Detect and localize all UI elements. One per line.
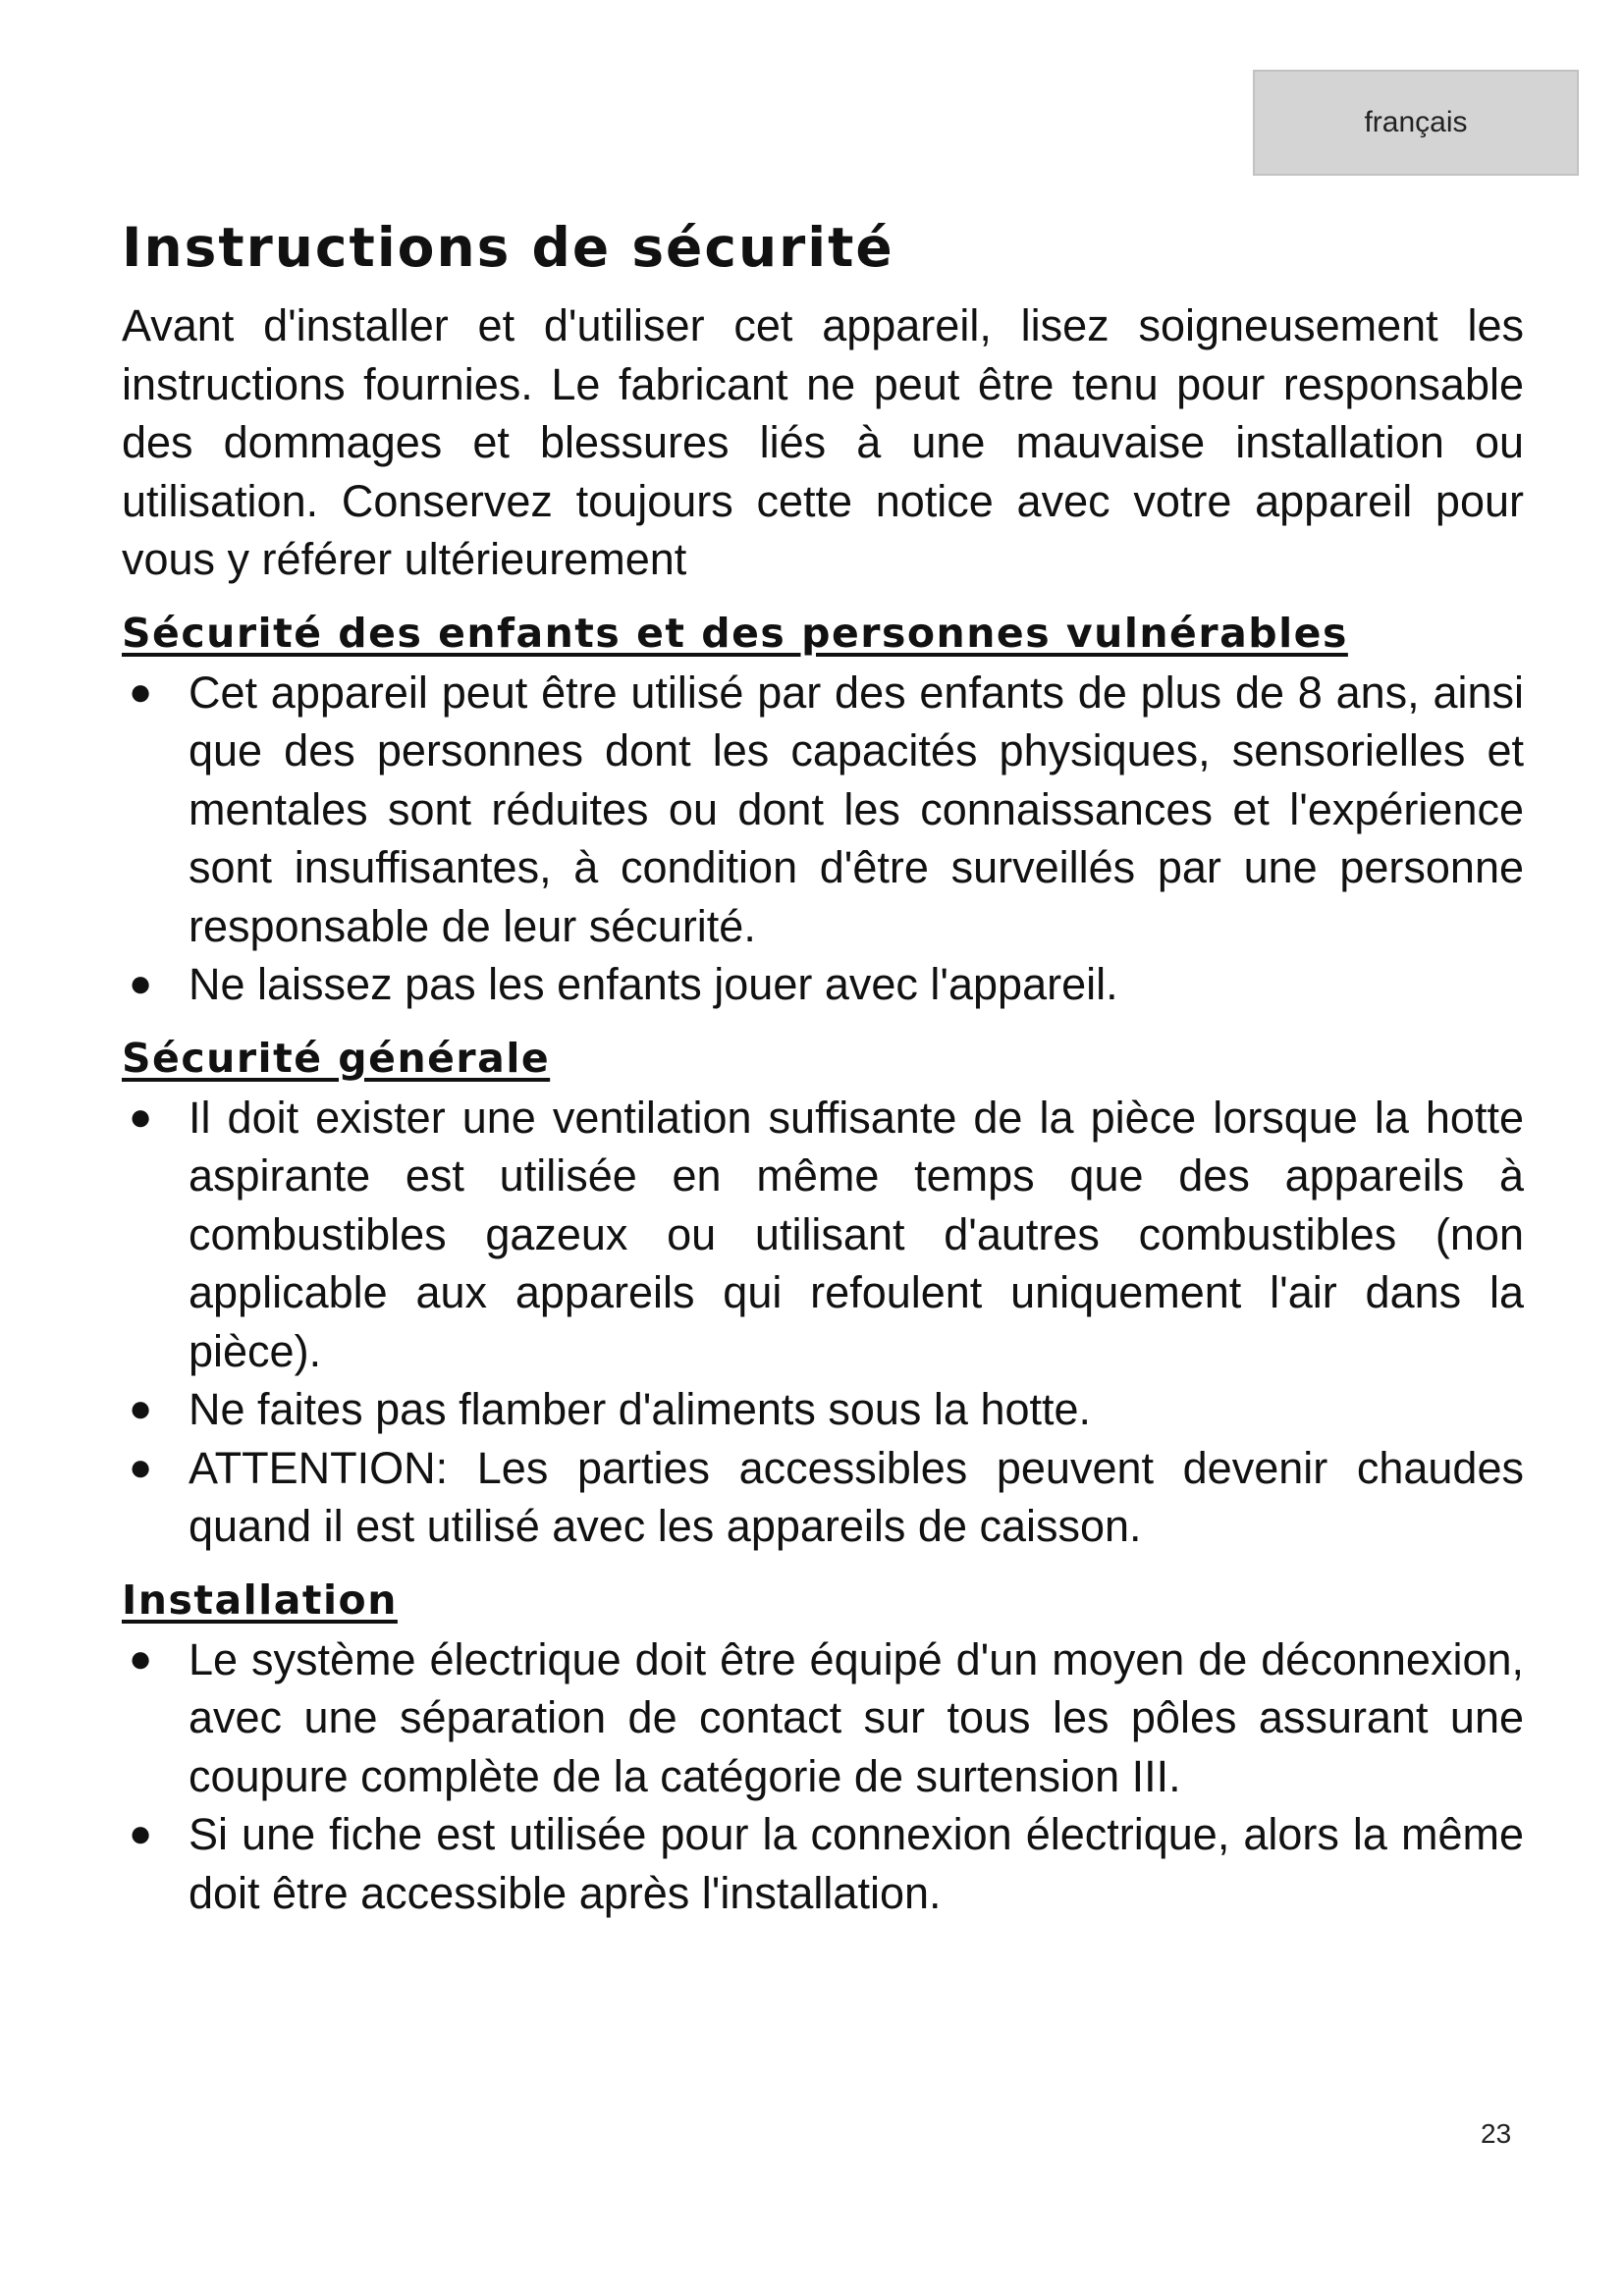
list-item-text: ATTENTION: Les parties accessibles peuvent devenir chaudes quand il est utilisé avec les appareils de caisson. — [189, 1442, 1524, 1551]
bullet-icon: ● — [129, 1636, 153, 1681]
bullet-icon: ● — [129, 962, 153, 1005]
list-item — [122, 1380, 1534, 1439]
intro-paragraph: Avant d'installer et d'utiliser cet appareil, lisez soigneusement les instructions fournies. Le fabricant ne peut être tenu pour responsable des dommages et blessures liés à une mauvaise installation ou utilisation. Conservez toujours cette notice avec votre appareil pour vous y référer ultérieurement — [122, 300, 1524, 584]
child-safety-list — [122, 664, 1534, 1014]
language-tab: français — [1253, 70, 1579, 176]
list-item — [122, 1630, 1534, 1806]
bullet-icon: ● — [129, 1095, 153, 1139]
list-item — [122, 1439, 1534, 1556]
list-item-text: Cet appareil peut être utilisé par des enfants de plus de 8 ans, ainsi que des personnes dont les capacités physiques, sensorielles et mentales sont réduites ou dont les connaissances et l'expérience sont insuffisantes, à condition d'être surveillés par une personne responsable de leur sécurité. — [189, 667, 1524, 951]
page-title: Instructions de sécurité — [122, 216, 894, 279]
list-item-text: Le système électrique doit être équipé d'un moyen de déconnexion, avec une séparation de contact sur tous les pôles assurant une coupure complète de la catégorie de surtension III. — [189, 1633, 1524, 1801]
bullet-icon: ● — [129, 1445, 153, 1489]
installation-list — [122, 1630, 1534, 1923]
bullet-icon: ● — [129, 1812, 153, 1855]
list-item-text: Ne faites pas flamber d'aliments sous la hotte. — [189, 1384, 1092, 1434]
list-item — [122, 955, 1534, 1014]
bullet-icon: ● — [129, 669, 153, 714]
list-item — [122, 1805, 1534, 1922]
list-item — [122, 664, 1534, 956]
section-heading-child-safety: Sécurité des enfants et des personnes vulnérables — [122, 609, 1348, 657]
page-content — [122, 216, 1534, 1936]
list-item — [122, 1089, 1534, 1381]
section-heading-general-safety: Sécurité générale — [122, 1034, 551, 1082]
page-number: 23 — [1481, 2118, 1512, 2149]
list-item-text: Si une fiche est utilisée pour la connexion électrique, alors la même doit être accessible après l'installation. — [189, 1809, 1524, 1918]
general-safety-list — [122, 1089, 1534, 1556]
bullet-icon: ● — [129, 1387, 153, 1430]
list-item-text: Ne laissez pas les enfants jouer avec l'appareil. — [189, 959, 1118, 1009]
section-heading-installation: Installation — [122, 1575, 398, 1624]
list-item-text: Il doit exister une ventilation suffisante de la pièce lorsque la hotte aspirante est utilisée en même temps que des appareils à combustibles gazeux ou utilisant d'autres combustibles (non applicable aux appareils qui refoulent uniquement l'air dans la pièce). — [189, 1092, 1524, 1376]
